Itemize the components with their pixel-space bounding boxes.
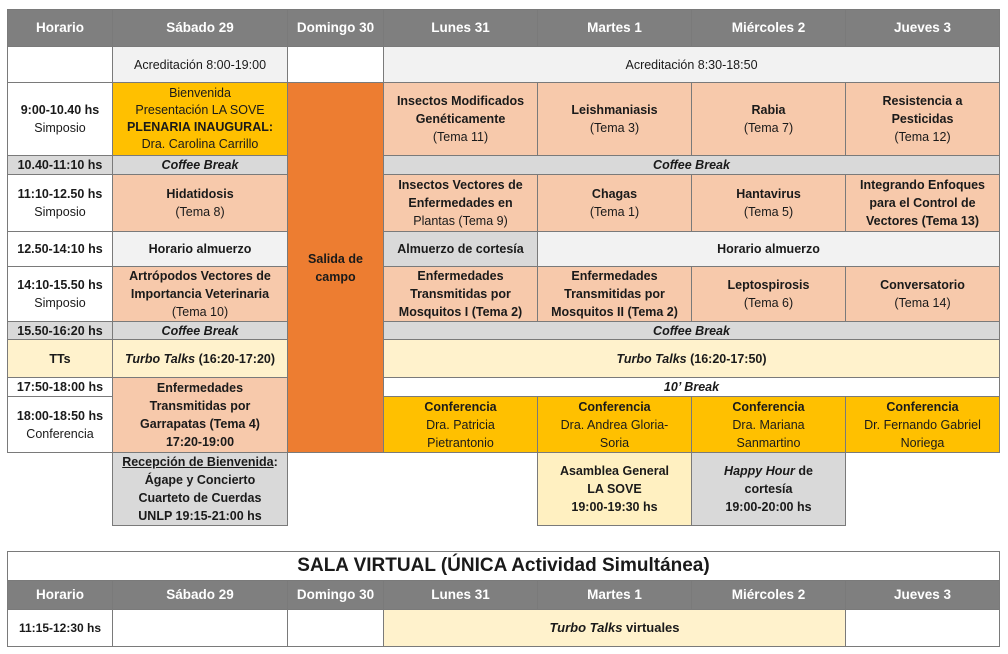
row1-lunes: Insectos Modificados Genéticamente (Tema 11) [383,82,538,156]
virtual-jueves [845,609,1000,647]
coffee2-lunes-jueves: Coffee Break [383,321,1000,340]
row1-miercoles: Rabia (Tema 7) [691,82,846,156]
row2-miercoles: Hantavirus (Tema 5) [691,174,846,232]
lunch-martes-jueves: Horario almuerzo [537,231,1000,267]
recepcion-bienvenida: Recepción de Bienvenida: Ágape y Concierto Cuarteto de Cuerdas UNLP 19:15-21:00 hs [112,452,288,526]
row3-miercoles: Leptospirosis (Tema 6) [691,266,846,322]
row2-lunes: Insectos Vectores de Enfermedades en Plantas (Tema 9) [383,174,538,232]
virtual-header-miercoles: Miércoles 2 [691,580,846,610]
conf-lunes: Conferencia Dra. Patricia Pietrantonio [383,396,538,453]
row3-lunes: Enfermedades Transmitidas por Mosquitos I (Tema 2) [383,266,538,322]
break10-lunes-jueves: 10’ Break [383,377,1000,397]
virtual-title: SALA VIRTUAL (ÚNICA Actividad Simultánea) [7,551,1000,581]
virtual-time: 11:15-12:30 hs [7,609,113,647]
header-miercoles: Miércoles 2 [691,9,846,47]
row1-time: 9:00-10.40 hs Simposio [7,82,113,156]
happy-hour: Happy Hour de cortesía 19:00-20:00 hs [691,452,846,526]
row2-sabado: Hidatidosis (Tema 8) [112,174,288,232]
header-martes: Martes 1 [537,9,692,47]
virtual-domingo [287,609,384,647]
row3-sabado: Artrópodos Vectores de Importancia Veterinaria (Tema 10) [112,266,288,322]
virtual-turbo-talks: Turbo Talks virtuales [383,609,846,647]
row2-jueves: Integrando Enfoques para el Control de Vectores (Tema 13) [845,174,1000,232]
virtual-header-lunes: Lunes 31 [383,580,538,610]
header-domingo: Domingo 30 [287,9,384,47]
virtual-header-horario: Horario [7,580,113,610]
virtual-header-domingo: Domingo 30 [287,580,384,610]
row3-martes: Enfermedades Transmitidas por Mosquitos II (Tema 2) [537,266,692,322]
lunch-time: 12.50-14:10 hs [7,231,113,267]
header-jueves: Jueves 3 [845,9,1000,47]
domingo-salida-de-campo: Salida de campo [287,82,384,453]
coffee1-lunes-jueves: Coffee Break [383,155,1000,175]
virtual-header-martes: Martes 1 [537,580,692,610]
asamblea-general: Asamblea General LA SOVE 19:00-19:30 hs [537,452,692,526]
virtual-header-jueves: Jueves 3 [845,580,1000,610]
row2-martes: Chagas (Tema 1) [537,174,692,232]
conf-martes: Conferencia Dra. Andrea Gloria- Soria [537,396,692,453]
break10-time: 17:50-18:00 hs [7,377,113,397]
virtual-sabado [112,609,288,647]
coffee1-time: 10.40-11:10 hs [7,155,113,175]
row3-time: 14:10-15.50 hs Simposio [7,266,113,322]
header-sabado: Sábado 29 [112,9,288,47]
acreditacion-horario [7,46,113,83]
coffee1-sabado: Coffee Break [112,155,288,175]
row1-martes: Leishmaniasis (Tema 3) [537,82,692,156]
lunch-sabado: Horario almuerzo [112,231,288,267]
tts-time: TTs [7,339,113,378]
row1-jueves: Resistencia a Pesticidas (Tema 12) [845,82,1000,156]
conf-jueves: Conferencia Dr. Fernando Gabriel Noriega [845,396,1000,453]
acreditacion-lunes-jueves: Acreditación 8:30-18:50 [383,46,1000,83]
acreditacion-sabado: Acreditación 8:00-19:00 [112,46,288,83]
header-lunes: Lunes 31 [383,9,538,47]
coffee2-sabado: Coffee Break [112,321,288,340]
row2-time: 11:10-12.50 hs Simposio [7,174,113,232]
header-horario: Horario [7,9,113,47]
conf-miercoles: Conferencia Dra. Mariana Sanmartino [691,396,846,453]
acreditacion-domingo [287,46,384,83]
conf-time: 18:00-18:50 hs Conferencia [7,396,113,453]
virtual-header-sabado: Sábado 29 [112,580,288,610]
row3-jueves: Conversatorio (Tema 14) [845,266,1000,322]
garrapatas-sabado: Enfermedades Transmitidas por Garrapatas (Tema 4) 17:20-19:00 [112,377,288,453]
tts-sabado: Turbo Talks (16:20-17:20) [112,339,288,378]
lunch-lunes: Almuerzo de cortesía [383,231,538,267]
tts-lunes-jueves: Turbo Talks (16:20-17:50) [383,339,1000,378]
coffee2-time: 15.50-16:20 hs [7,321,113,340]
row1-sabado-plenaria: Bienvenida Presentación LA SOVE PLENARIA INAUGURAL: Dra. Carolina Carrillo [112,82,288,156]
